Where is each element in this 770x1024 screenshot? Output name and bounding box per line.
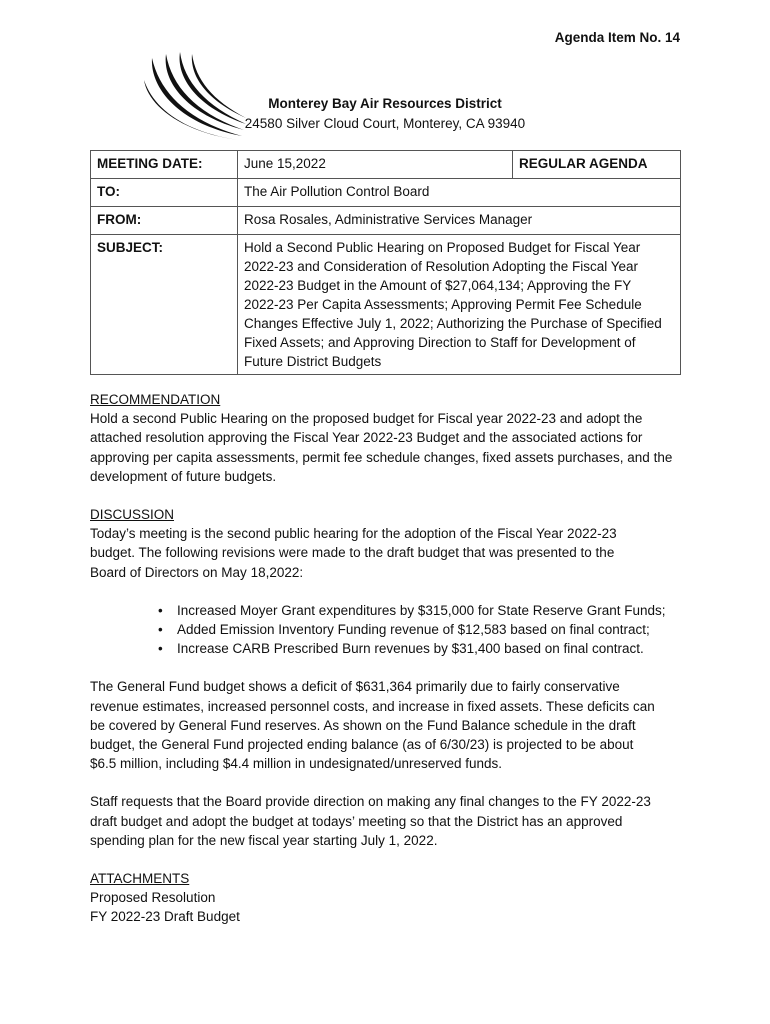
- subject-value: [238, 235, 681, 375]
- organization-name: Monterey Bay Air Resources District: [268, 96, 502, 111]
- subject-line: Hold a Second Public Hearing on Proposed Budget for Fiscal Year: [244, 240, 641, 255]
- meeting-date-value: June 15,2022: [238, 151, 513, 179]
- recommendation-line: Hold a second Public Hearing on the proposed budget for Fiscal year 2022-23 and adopt the: [90, 411, 643, 427]
- attachment-item: Proposed Resolution: [90, 890, 216, 906]
- general-fund-line: be covered by General Fund reserves. As shown on the Fund Balance schedule in the draft: [90, 717, 636, 733]
- agenda-type: REGULAR AGENDA: [513, 151, 681, 179]
- recommendation-heading: RECOMMENDATION: [90, 392, 221, 407]
- staff-request-line: spending plan for the new fiscal year starting July 1, 2022.: [90, 832, 438, 848]
- list-item: [90, 620, 690, 639]
- recommendation-line: attached resolution approving the Fiscal Year 2022-23 Budget and the associated actions for: [90, 430, 643, 446]
- general-fund-line: budget, the General Fund projected ending balance (as of 6/30/23) is projected to be about: [90, 737, 634, 753]
- subject-line: 2022-23 and Consideration of Resolution Adopting the Fiscal Year: [244, 259, 639, 274]
- from-value: Rosa Rosales, Administrative Services Manager: [238, 207, 681, 235]
- revision-list: [90, 601, 690, 659]
- memo-body: [90, 390, 690, 927]
- subject-label: SUBJECT:: [91, 235, 238, 375]
- discussion-line: Today’s meeting is the second public hearing for the adoption of the Fiscal Year 2022-23: [90, 526, 617, 542]
- subject-line: 2022-23 Per Capita Assessments; Approving Permit Fee Schedule: [244, 297, 642, 312]
- general-fund-line: revenue estimates, increased personnel costs, and increase in fixed assets. These deficits can: [90, 698, 655, 714]
- attachments-heading: ATTACHMENTS: [90, 871, 190, 887]
- list-item-text: Increase CARB Prescribed Burn revenues by $31,400 based on final contract.: [177, 641, 644, 657]
- bullet-icon: •: [158, 602, 163, 618]
- to-value: The Air Pollution Control Board: [238, 179, 681, 207]
- staff-request-line: draft budget and adopt the budget at todays’ meeting so that the District has an approved: [90, 813, 623, 829]
- swoosh-logo-icon: [142, 50, 252, 142]
- subject-line: Fixed Assets; and Approving Direction to Staff for Development of: [244, 335, 636, 350]
- to-label: TO:: [91, 179, 238, 207]
- general-fund-line: The General Fund budget shows a deficit of $631,364 primarily due to fairly conservative: [90, 679, 620, 695]
- recommendation-line: approving per capita assessments, permit fee schedule changes, fixed assets purchases, and the: [90, 449, 673, 465]
- list-item: [90, 601, 690, 620]
- meeting-date-label: MEETING DATE:: [91, 151, 238, 179]
- staff-request-line: Staff requests that the Board provide direction on making any final changes to the FY 2022-23: [90, 794, 651, 810]
- memo-header-table: [90, 150, 681, 375]
- attachments-list: [90, 888, 690, 926]
- organization-block: [240, 94, 530, 134]
- recommendation-line: development of future budgets.: [90, 468, 277, 484]
- discussion-heading: DISCUSSION: [90, 507, 175, 523]
- list-item-text: Increased Moyer Grant expenditures by $315,000 for State Reserve Grant Funds;: [177, 602, 666, 618]
- bullet-icon: •: [158, 641, 163, 657]
- general-fund-line: $6.5 million, including $4.4 million in undesignated/unreserved funds.: [90, 756, 503, 772]
- attachment-item: FY 2022-23 Draft Budget: [90, 909, 240, 925]
- subject-line: Changes Effective July 1, 2022; Authorizing the Purchase of Specified: [244, 316, 662, 331]
- discussion-line: Board of Directors on May 18,2022:: [90, 564, 304, 580]
- discussion-line: budget. The following revisions were made to the draft budget that was presented to the: [90, 545, 615, 561]
- bullet-icon: •: [158, 622, 163, 638]
- organization-address: 24580 Silver Cloud Court, Monterey, CA 93940: [244, 116, 526, 131]
- subject-line: Future District Budgets: [244, 354, 382, 369]
- from-label: FROM:: [91, 207, 238, 235]
- list-item-text: Added Emission Inventory Funding revenue of $12,583 based on final contract;: [177, 622, 650, 638]
- subject-line: 2022-23 Budget in the Amount of $27,064,134; Approving the FY: [244, 278, 632, 293]
- agenda-item-number: Agenda Item No. 14: [554, 30, 680, 45]
- list-item: [90, 639, 690, 658]
